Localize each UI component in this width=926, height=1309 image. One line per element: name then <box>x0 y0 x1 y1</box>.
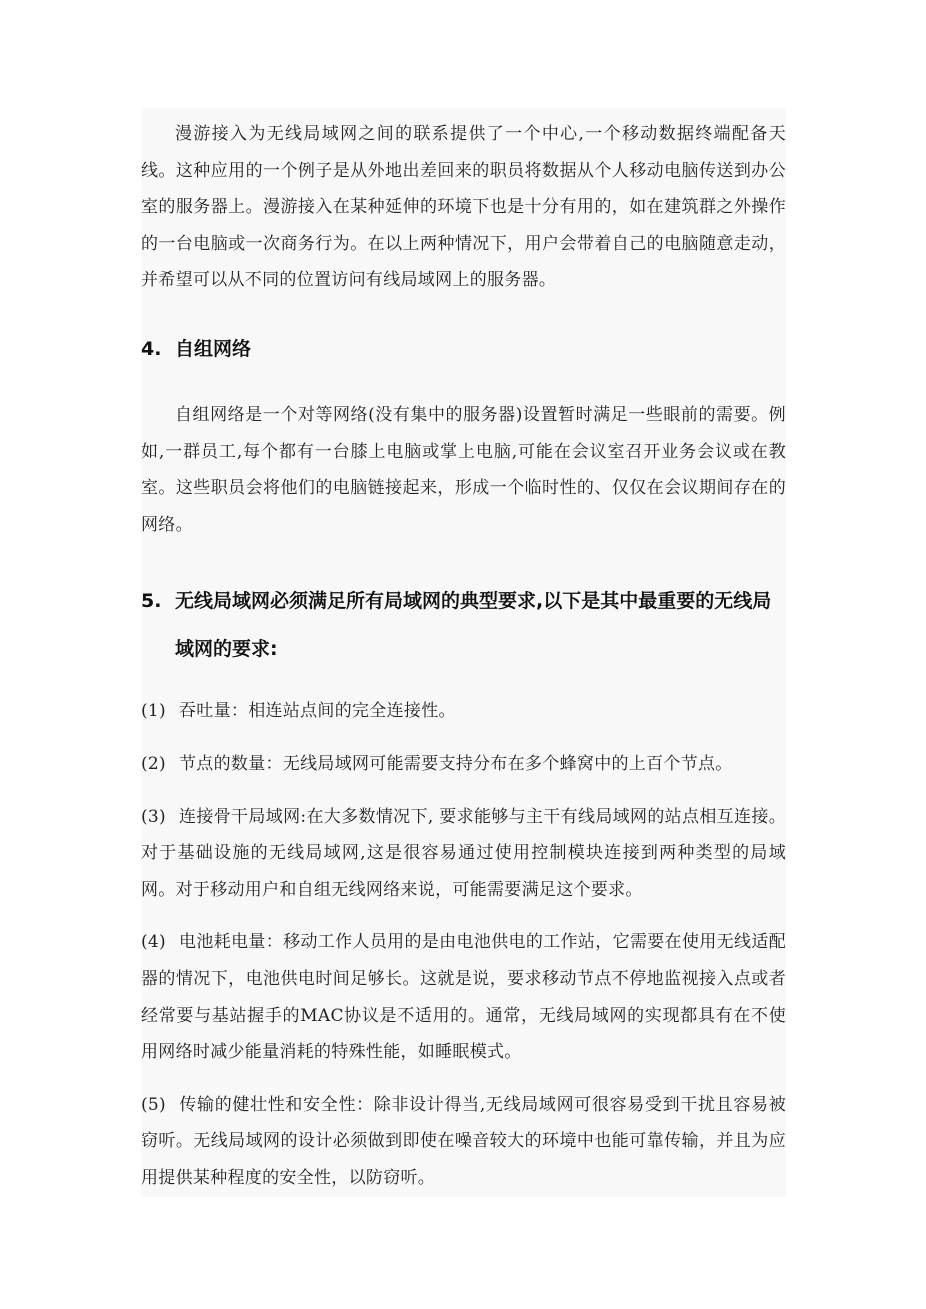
requirement-label: (3) <box>141 806 166 827</box>
document-page-body <box>141 108 786 1197</box>
intro-paragraph: 漫游接入为无线局域网之间的联系提供了一个中心,一个移动数据终端配备天线。这种应用的一个例子是从外地出差回来的职员将数据从个人移动电脑传送到办公室的服务器上。漫游接入在某种延伸的环境下也是十分有用的，如在建筑群之外操作的一台电脑或一次商务行为。在以上两种情况下，用户会带着自己的电脑随意走动，并希望可以从不同的位置访问有线局域网上的服务器。 <box>141 124 786 291</box>
section-4-heading <box>141 331 786 367</box>
section-5-number: 5. <box>141 590 162 613</box>
requirement-text: 传输的健壮性和安全性：除非设计得当,无线局域网可很容易受到干扰且容易被窃听。无线局域网的设计必须做到即使在噪音较大的环境中也能可靠传输，并且为应用提供某种程度的安全性，以防窃听。 <box>141 1094 786 1188</box>
requirement-label: (5) <box>141 1094 166 1115</box>
requirement-text: 节点的数量：无线局域网可能需要支持分布在多个蜂窝中的上百个节点。 <box>179 753 733 774</box>
requirement-label: (2) <box>141 753 166 774</box>
section-4-paragraph: 自组网络是一个对等网络(没有集中的服务器)设置暂时满足一些眼前的需要。例如,一群员工,每个都有一台膝上电脑或掌上电脑,可能在会议室召开业务会议或在教室。这些职员会将他们的电脑链接起来，形成一个临时性的、仅仅在会议期间存在的网络。 <box>141 404 786 535</box>
requirement-item-4 <box>141 924 786 1070</box>
section-5-heading <box>141 577 786 673</box>
requirement-item-2 <box>141 746 786 783</box>
document-text <box>141 116 786 1196</box>
requirement-text: 连接骨干局域网:在大多数情况下, 要求能够与主干有线局域网的站点相互连接。对于基础设施的无线局域网,这是很容易通过使用控制模块连接到两种类型的局域网。对于移动用户和自组无线网络来说，可能需要满足这个要求。 <box>141 806 786 900</box>
requirement-text: 吞吐量：相连站点间的完全连接性。 <box>179 701 456 722</box>
requirement-item-3 <box>141 799 786 909</box>
requirement-label: (4) <box>141 932 166 953</box>
requirement-label: (1) <box>141 701 166 722</box>
section-4-title: 自组网络 <box>175 337 252 360</box>
requirement-text: 电池耗电量：移动工作人员用的是由电池供电的工作站，它需要在使用无线适配器的情况下，电池供电时间足够长。这就是说，要求移动节点不停地监视接入点或者经常要与基站握手的MAC协议是不适用的。通常，无线局域网的实现都具有在不使用网络时减少能量消耗的特殊性能，如睡眠模式。 <box>141 932 786 1063</box>
section-5-title: 无线局域网必须满足所有局域网的典型要求,以下是其中最重要的无线局域网的要求: <box>175 590 772 661</box>
requirement-item-5 <box>141 1087 786 1197</box>
requirement-item-1 <box>141 693 786 730</box>
section-4-number: 4. <box>141 337 162 360</box>
